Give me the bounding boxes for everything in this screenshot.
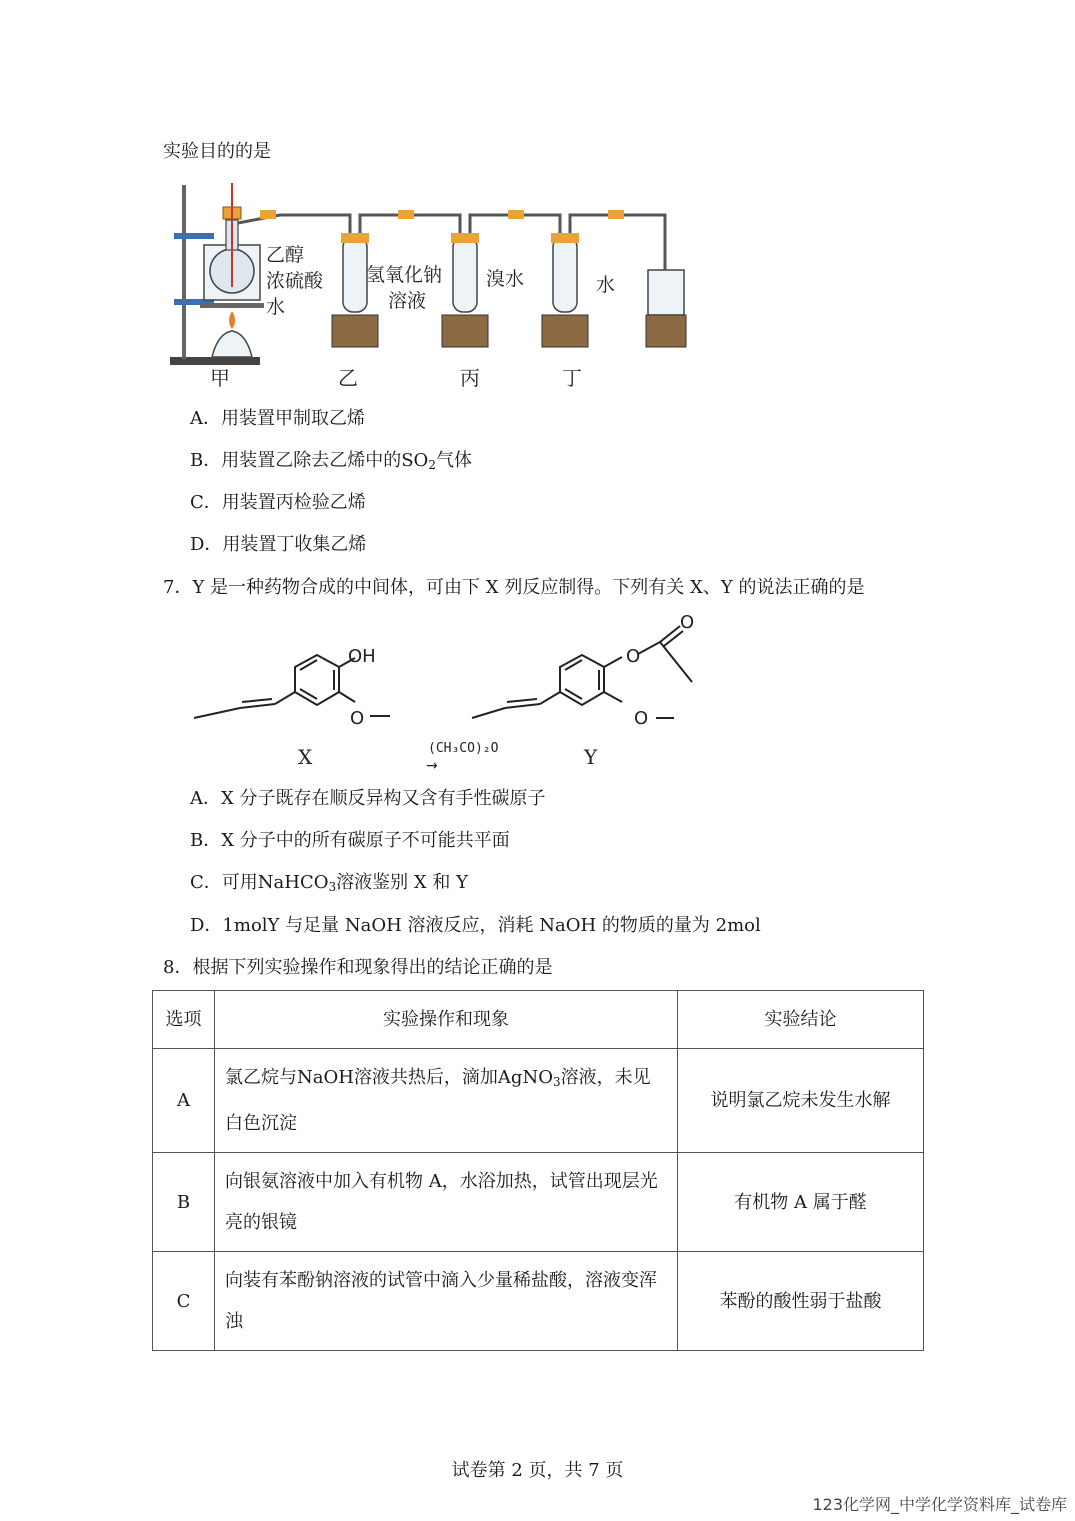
row-operation-tail: 溶液，未见白色沉淀 (225, 1067, 651, 1134)
collecting-block (646, 315, 686, 347)
tube-d-block (542, 315, 588, 347)
q6-option-a: A．用装置甲制取乙烯 (190, 408, 365, 429)
row-operation-text: 向装有苯酚钠溶液的试管中滴入少量稀盐酸，溶液变浑浊 (225, 1270, 657, 1332)
connector-4 (608, 210, 624, 219)
x-hydroxyl-label: OH (348, 646, 376, 667)
table-row (153, 1252, 924, 1351)
q7-option-c-tail: 溶液鉴别 X 和 Y (336, 872, 468, 893)
q7-option-a: A．X 分子既存在顺反异构又含有手性碳原子 (190, 788, 546, 809)
tube-c-stopper (451, 233, 479, 243)
wire-gauze (200, 303, 264, 308)
row-option: A (153, 1049, 215, 1153)
label-apparatus-b: 乙 (338, 366, 358, 390)
page-footer: 试卷第 2 页，共 7 页 (451, 1460, 624, 1481)
tube-d-stopper (551, 233, 579, 243)
question-8-stem: 8．根据下列实验操作和现象得出的结论正确的是 (163, 957, 553, 978)
flame (229, 311, 235, 329)
reaction-scheme (180, 612, 720, 777)
q6-option-b (190, 449, 472, 477)
q6-option-b-text: B．用装置乙除去乙烯中的SO (190, 450, 429, 471)
label-naoh-2: 溶液 (388, 290, 427, 312)
label-naoh-1: 氢氧化钠 (366, 264, 443, 286)
header-option: 选项 (153, 991, 215, 1049)
results-table (152, 990, 924, 1351)
connector-1 (260, 210, 276, 219)
label-apparatus-c: 丙 (460, 366, 480, 390)
table-header-row (153, 991, 924, 1049)
row-operation-text: 向银氨溶液中加入有机物 A，水浴加热，试管出现层光亮的银镜 (225, 1171, 658, 1233)
y-label: Y (584, 745, 598, 769)
row-option: C (153, 1252, 215, 1351)
q6-option-c: C．用装置丙检验乙烯 (190, 492, 366, 513)
row-operation-subscript: 3 (552, 1075, 561, 1089)
q6-option-d: D．用装置丁收集乙烯 (190, 534, 367, 555)
row-conclusion: 有机物 A 属于醛 (678, 1153, 924, 1252)
tube-b-stopper (341, 233, 369, 243)
x-label: X (298, 745, 313, 769)
q7-option-c-subscript: 3 (328, 880, 337, 894)
tube-c-block (442, 315, 488, 347)
label-sulfuric-acid: 浓硫酸 (266, 270, 324, 292)
label-water-bath: 水 (266, 296, 286, 318)
question-6-intro: 实验目的的是 (163, 141, 271, 162)
table-row (153, 1049, 924, 1153)
q6-option-b-subscript: 2 (428, 458, 436, 472)
reaction-arrow: → (426, 758, 438, 774)
header-conclusion: 实验结论 (678, 991, 924, 1049)
label-water: 水 (596, 274, 616, 296)
row-conclusion: 苯酚的酸性弱于盐酸 (678, 1252, 924, 1351)
y-ester-oxygen: O (626, 646, 641, 667)
delivery-tube (238, 215, 350, 233)
q7-option-b: B．X 分子中的所有碳原子不可能共平面 (190, 830, 510, 851)
tube-b-block (332, 315, 378, 347)
clamp-upper (174, 233, 214, 239)
tube-d (553, 237, 577, 312)
collecting-beaker (648, 270, 684, 315)
q6-option-b-tail: 气体 (435, 450, 472, 471)
connector-2 (398, 210, 414, 219)
q7-option-c (190, 871, 468, 899)
reagent-label: (CH₃CO)₂O (428, 741, 499, 756)
label-bromine-water: 溴水 (486, 268, 525, 290)
header-operation: 实验操作和现象 (215, 991, 678, 1049)
q7-option-c-text: C．可用NaHCO (190, 872, 329, 893)
label-apparatus-a: 甲 (210, 366, 230, 390)
ethylene-apparatus-figure (160, 175, 700, 395)
row-operation-text: 氯乙烷与NaOH溶液共热后，滴加AgNO (225, 1067, 553, 1088)
alcohol-lamp (212, 331, 252, 357)
row-option: B (153, 1153, 215, 1252)
row-conclusion: 说明氯乙烷未发生水解 (678, 1049, 924, 1153)
stand-rod (182, 185, 186, 359)
molecule-y (472, 626, 692, 718)
question-7-stem: 7．Y 是一种药物合成的中间体，可由下 X 列反应制得。下列有关 X、Y 的说法正确的是 (163, 577, 865, 598)
row-operation (215, 1049, 678, 1153)
watermark: 123化学网_中学化学资料库_试卷库 (812, 1495, 1067, 1514)
tube-c (453, 237, 477, 312)
row-operation (215, 1153, 678, 1252)
connector-3 (508, 210, 524, 219)
y-carbonyl-oxygen: O (680, 612, 695, 633)
y-ether-oxygen: O (634, 708, 649, 729)
label-ethanol: 乙醇 (266, 244, 305, 266)
row-operation (215, 1252, 678, 1351)
q7-option-d: D．1molY 与足量 NaOH 溶液反应，消耗 NaOH 的物质的量为 2mol (190, 915, 761, 936)
table-row (153, 1153, 924, 1252)
tube-b (343, 237, 367, 312)
label-apparatus-d: 丁 (562, 366, 582, 390)
x-ether-oxygen: O (350, 708, 365, 729)
